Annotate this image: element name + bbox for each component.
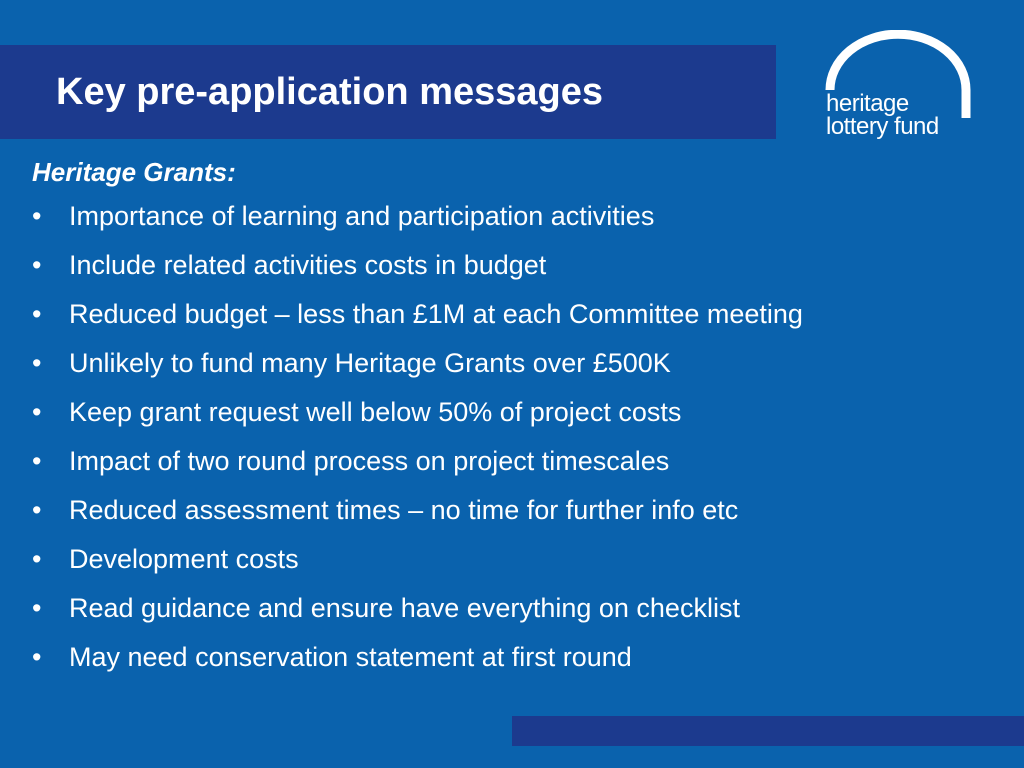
bullet-icon: • — [32, 348, 42, 378]
bullet-item — [32, 437, 1012, 486]
footer-band — [512, 716, 1024, 746]
bullet-icon: • — [32, 201, 42, 231]
bullet-icon: • — [32, 250, 42, 280]
section-heading: Heritage Grants: — [32, 157, 236, 187]
bullet-icon: • — [32, 397, 42, 427]
bullet-text: Reduced assessment times – no time for further info etc — [69, 495, 739, 525]
bullet-icon: • — [32, 642, 42, 672]
bullet-text: Importance of learning and participation activities — [69, 201, 655, 231]
bullet-item — [32, 486, 1012, 535]
bullet-item — [32, 633, 1012, 682]
bullet-text: Read guidance and ensure have everything on checklist — [69, 593, 740, 623]
bullet-text: Impact of two round process on project timescales — [69, 446, 670, 476]
bullet-icon: • — [32, 593, 42, 623]
bullet-item — [32, 241, 1012, 290]
logo-line-1: heritage — [826, 90, 909, 117]
heritage-lottery-fund-logo — [818, 30, 988, 160]
bullet-text: Unlikely to fund many Heritage Grants over £500K — [69, 348, 671, 378]
logo-line-2: lottery fund — [826, 113, 939, 140]
bullet-item — [32, 192, 1012, 241]
bullet-icon: • — [32, 495, 42, 525]
bullet-item — [32, 339, 1012, 388]
slide-title: Key pre-application messages — [56, 71, 603, 113]
bullet-item — [32, 290, 1012, 339]
bullet-text: Keep grant request well below 50% of project costs — [69, 397, 682, 427]
bullet-text: Development costs — [69, 544, 299, 574]
bullet-icon: • — [32, 446, 42, 476]
bullet-icon: • — [32, 299, 42, 329]
bullet-item — [32, 584, 1012, 633]
bullet-icon: • — [32, 544, 42, 574]
bullet-text: Include related activities costs in budget — [69, 250, 547, 280]
title-band — [0, 45, 776, 139]
bullet-item — [32, 388, 1012, 437]
logo-wordmark — [826, 92, 939, 138]
bullet-text: Reduced budget – less than £1M at each Committee meeting — [69, 299, 803, 329]
bullet-list — [32, 192, 1012, 682]
slide-content — [32, 152, 1012, 682]
bullet-text: May need conservation statement at first round — [69, 642, 632, 672]
bullet-item — [32, 535, 1012, 584]
